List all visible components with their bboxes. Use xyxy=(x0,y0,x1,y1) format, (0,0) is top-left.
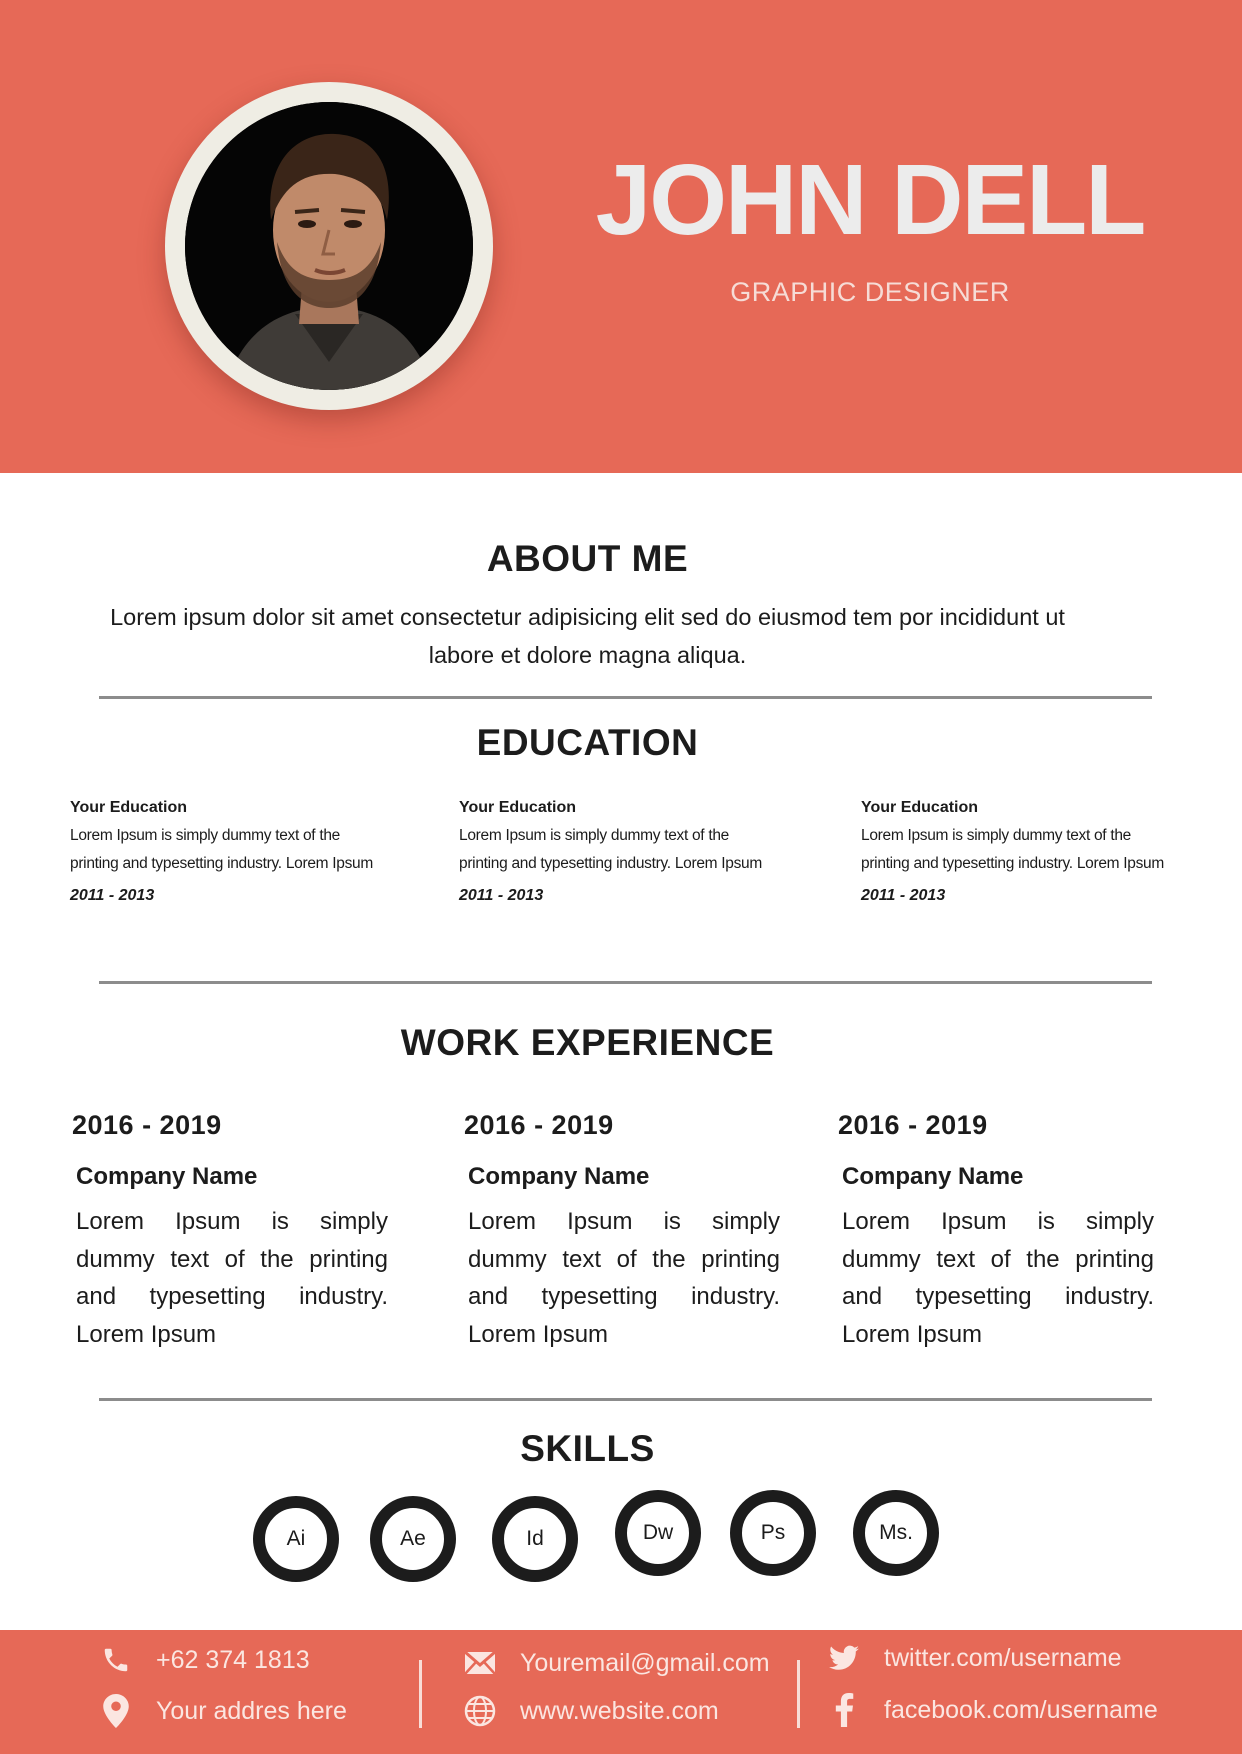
work-description: Lorem Ipsum is simply dummy text of the printing and typesetting industry. Lorem Ipsum xyxy=(76,1208,388,1348)
work-years: 2016 - 2019 xyxy=(838,1110,988,1140)
education-item xyxy=(861,796,1171,905)
education-description: Lorem Ipsum is simply dummy text of the printing and typesetting industry. Lorem Ipsum xyxy=(70,827,373,872)
work-item xyxy=(838,1110,1154,1353)
contact-website[interactable] xyxy=(462,1693,719,1729)
divider xyxy=(99,1398,1152,1401)
profile-photo xyxy=(185,102,473,390)
website-text: www.website.com xyxy=(520,1696,719,1725)
facebook-icon xyxy=(826,1692,862,1728)
work-description: Lorem Ipsum is simply dummy text of the printing and typesetting industry. Lorem Ipsum xyxy=(842,1208,1154,1348)
company-name: Company Name xyxy=(76,1163,258,1190)
phone-icon xyxy=(98,1642,134,1678)
divider xyxy=(99,696,1152,699)
contact-footer xyxy=(0,1630,1242,1754)
contact-phone[interactable] xyxy=(98,1642,310,1678)
education-title: Your Education xyxy=(861,799,979,816)
skill-badge-ai: Ai xyxy=(253,1496,339,1582)
education-heading: EDUCATION xyxy=(476,722,699,763)
twitter-icon xyxy=(826,1640,862,1676)
work-years: 2016 - 2019 xyxy=(464,1110,614,1140)
profile-photo-frame xyxy=(165,82,493,410)
skill-badge-ps: Ps xyxy=(730,1490,816,1576)
contact-address xyxy=(98,1693,347,1729)
divider xyxy=(99,981,1152,984)
phone-text: +62 374 1813 xyxy=(156,1645,310,1674)
education-dates: 2011 - 2013 xyxy=(459,887,544,904)
work-heading: WORK EXPERIENCE xyxy=(400,1022,775,1063)
work-item xyxy=(72,1110,388,1353)
education-item xyxy=(459,796,769,905)
education-description: Lorem Ipsum is simply dummy text of the printing and typesetting industry. Lorem Ipsum xyxy=(861,827,1164,872)
email-text: Youremail@gmail.com xyxy=(520,1648,770,1677)
about-heading: ABOUT ME xyxy=(486,538,689,579)
candidate-name: JOHN DELL xyxy=(595,144,1145,256)
company-name: Company Name xyxy=(468,1163,650,1190)
globe-icon xyxy=(462,1693,498,1729)
education-dates: 2011 - 2013 xyxy=(861,887,946,904)
candidate-title: GRAPHIC DESIGNER xyxy=(730,277,1010,307)
work-description: Lorem Ipsum is simply dummy text of the printing and typesetting industry. Lorem Ipsum xyxy=(468,1208,780,1348)
address-text: Your addres here xyxy=(156,1696,347,1725)
twitter-text: twitter.com/username xyxy=(884,1643,1122,1672)
work-years: 2016 - 2019 xyxy=(72,1110,222,1140)
facebook-text: facebook.com/username xyxy=(884,1695,1158,1724)
education-dates: 2011 - 2013 xyxy=(70,887,155,904)
skill-badge-ms: Ms. xyxy=(853,1490,939,1576)
envelope-icon xyxy=(462,1645,498,1681)
skill-badge-id: Id xyxy=(492,1496,578,1582)
about-text: Lorem ipsum dolor sit amet consectetur adipisicing elit sed do eiusmod tem por incididunt ut labore et dolore magna aliqua. xyxy=(110,604,1065,668)
contact-facebook[interactable] xyxy=(826,1692,1158,1728)
contact-twitter[interactable] xyxy=(826,1640,1122,1676)
skill-badge-ae: Ae xyxy=(370,1496,456,1582)
location-pin-icon xyxy=(98,1693,134,1729)
footer-separator xyxy=(797,1660,800,1728)
company-name: Company Name xyxy=(842,1163,1024,1190)
education-title: Your Education xyxy=(70,799,188,816)
header-banner xyxy=(0,0,1242,473)
skill-badge-dw: Dw xyxy=(615,1490,701,1576)
contact-email[interactable] xyxy=(462,1645,770,1681)
work-item xyxy=(464,1110,780,1353)
footer-separator xyxy=(419,1660,422,1728)
skills-heading: SKILLS xyxy=(520,1428,655,1469)
education-description: Lorem Ipsum is simply dummy text of the printing and typesetting industry. Lorem Ipsum xyxy=(459,827,762,872)
education-item xyxy=(70,796,380,905)
education-title: Your Education xyxy=(459,799,577,816)
